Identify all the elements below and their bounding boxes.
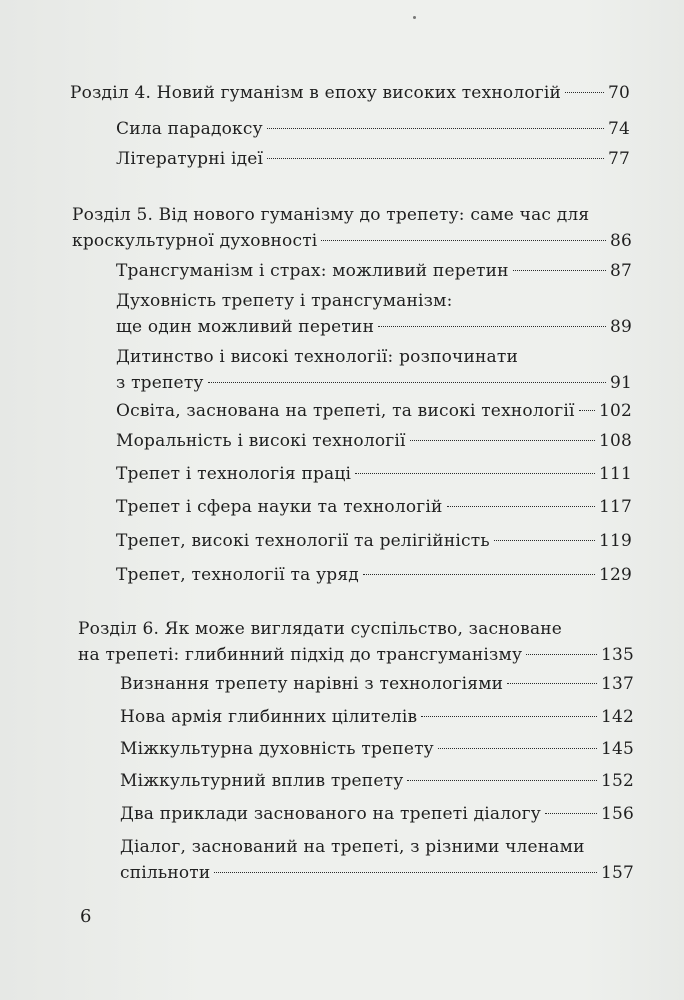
item-title-line1: Духовність трепету і трансгуманізм: [116,291,453,311]
page-ref: 70 [607,83,630,103]
leader-dots [208,382,606,383]
toc-item[interactable] [116,258,632,284]
page-ref: 108 [598,431,632,451]
leader-dots [407,780,597,781]
page-ref: 91 [609,373,632,393]
toc-item[interactable] [116,428,632,454]
item-title: Трансгуманізм і страх: можливий перетин [116,261,509,281]
page-ref: 102 [598,401,632,421]
leader-dots [526,654,597,655]
leader-dots [494,540,595,541]
chapter-title-line2: на трепеті: глибинний підхід до трансгуманізму [78,645,523,665]
item-title: Визнання трепету нарівні з технологіями [120,674,504,694]
toc-chapter-6[interactable] [78,616,634,668]
page-ref: 74 [607,119,630,139]
toc-item[interactable] [120,801,634,827]
toc-item[interactable] [116,528,632,554]
item-title: Моральність і високі технології [116,431,406,451]
item-title: Міжкультурний вплив трепету [120,771,404,791]
toc-chapter-4[interactable] [70,80,630,106]
toc-item[interactable] [120,768,634,794]
page-ref: 111 [598,464,632,484]
leader-dots [579,410,595,411]
leader-dots [507,683,597,684]
item-title-line1: Діалог, заснований на трепеті, з різними членами [120,837,585,857]
leader-dots [513,270,606,271]
item-title-line2: ще один можливий перетин [116,317,375,337]
page-ref: 89 [609,317,632,337]
chapter-title-line1: Розділ 5. Від нового гуманізму до трепету: саме час для [72,205,590,225]
toc-item[interactable] [116,344,632,396]
item-title: Трепет, високі технології та релігійність [116,531,490,551]
item-title: Нова армія глибинних цілителів [120,707,418,727]
toc-item[interactable] [120,671,634,697]
page-number: 6 [80,906,92,927]
page-ref: 77 [607,149,630,169]
toc-chapter-5[interactable] [72,202,632,254]
item-title: Трепет і сфера науки та технологій [116,497,443,517]
chapter-title-line1: Розділ 6. Як може виглядати суспільство, засноване [78,619,563,639]
toc-item[interactable] [116,146,630,172]
item-title: Трепет і технологія праці [116,464,352,484]
page-ref: 119 [598,531,632,551]
page-ref: 135 [600,645,634,665]
leader-dots [363,574,595,575]
toc-item[interactable] [120,704,634,730]
leader-dots [410,440,595,441]
print-speck [413,16,416,19]
leader-dots [565,92,604,93]
leader-dots [267,158,604,159]
page-ref: 137 [600,674,634,694]
toc-item[interactable] [116,398,632,424]
toc-item[interactable] [116,288,632,340]
leader-dots [545,813,597,814]
page-ref: 117 [598,497,632,517]
toc-item[interactable] [116,562,632,588]
page-ref: 157 [600,863,634,883]
page-ref: 129 [598,565,632,585]
item-title-line2: з трепету [116,373,204,393]
page-ref: 87 [609,261,632,281]
page-ref: 145 [600,739,634,759]
item-title: Трепет, технології та уряд [116,565,359,585]
leader-dots [438,748,597,749]
toc-item[interactable] [116,494,632,520]
leader-dots [267,128,604,129]
chapter-title: Розділ 4. Новий гуманізм в епоху високих технологій [70,83,562,103]
item-title-line1: Дитинство і високі технології: розпочинати [116,347,519,367]
leader-dots [421,716,597,717]
leader-dots [355,473,595,474]
leader-dots [447,506,595,507]
item-title: Міжкультурна духовність трепету [120,739,434,759]
toc-item[interactable] [120,834,634,886]
item-title: Сила парадоксу [116,119,263,139]
chapter-title-line2: кроскультурної духовності [72,231,318,251]
leader-dots [321,240,606,241]
item-title: Літературні ідеї [116,149,264,169]
page-ref: 152 [600,771,634,791]
item-title-line2: спільноти [120,863,211,883]
leader-dots [214,872,596,873]
leader-dots [378,326,606,327]
toc-item[interactable] [116,461,632,487]
toc-item[interactable] [120,736,634,762]
item-title: Два приклади заснованого на трепеті діалогу [120,804,541,824]
page-ref: 142 [600,707,634,727]
page-ref: 156 [600,804,634,824]
item-title: Освіта, заснована на трепеті, та високі технології [116,401,575,421]
toc-item[interactable] [116,116,630,142]
page-ref: 86 [609,231,632,251]
